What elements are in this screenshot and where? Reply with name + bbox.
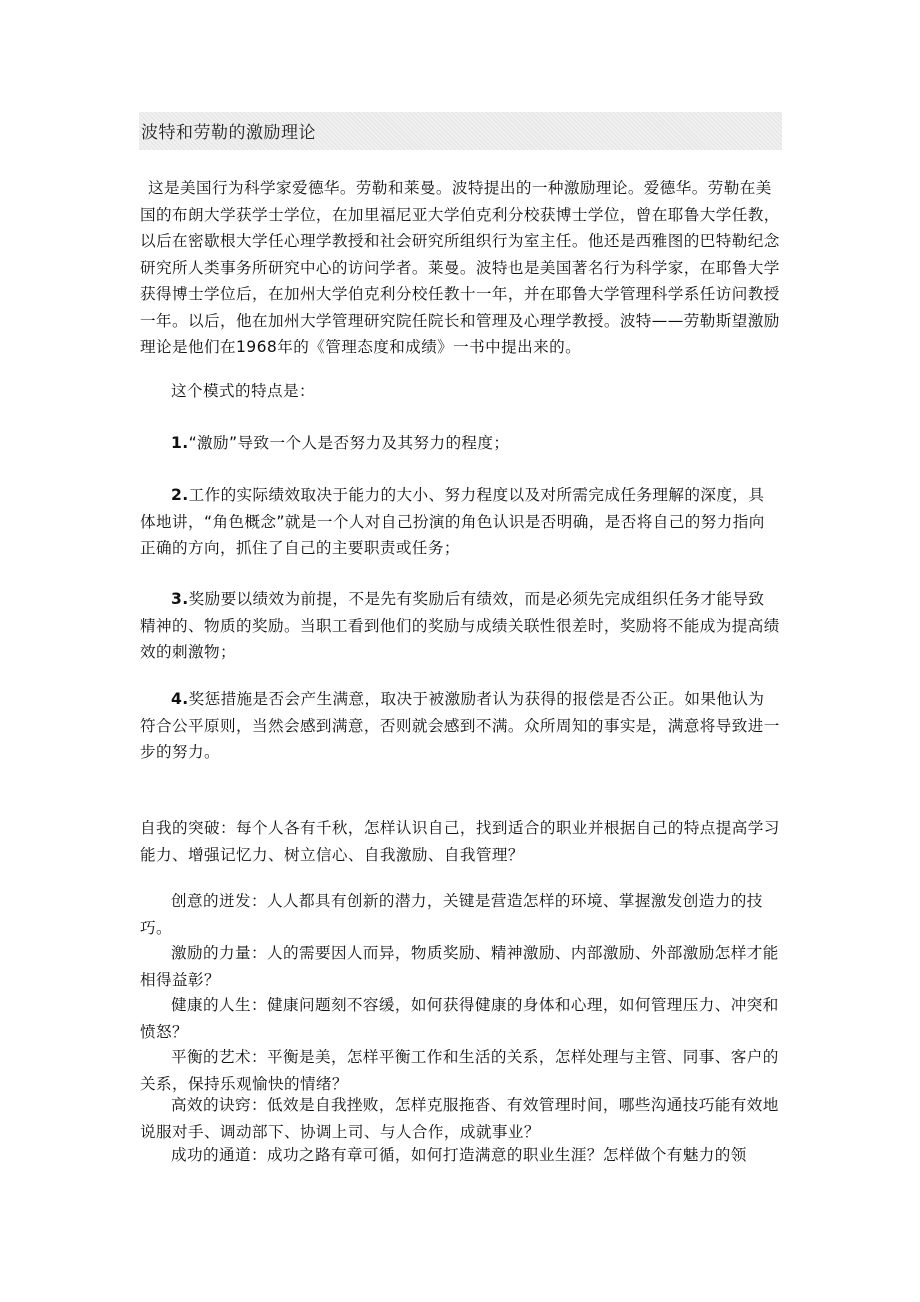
- topic-item-5: 高效的诀窍：低效是自我挫败，怎样克服拖沓、有效管理时间，哪些沟通技巧能有效地说服对手、调动部下、协调上司、与人合作，成就事业？: [140, 1096, 779, 1141]
- feature-text: “激励”导致一个人是否努力及其努力的程度；: [188, 434, 510, 452]
- feature-number: 4.: [171, 690, 189, 708]
- feature-item-4: [140, 686, 780, 766]
- feature-number: 2.: [171, 486, 189, 504]
- feature-item-1: [140, 430, 780, 457]
- topic-item-3: 健康的人生：健康问题刻不容缓，如何获得健康的身体和心理，如何管理压力、冲突和愤怒？: [140, 996, 779, 1041]
- feature-text: 奖惩措施是否会产生满意，取决于被激励者认为获得的报偿是否公正。如果他认为符合公平原则，当然会感到满意，否则就会感到不满。众所周知的事实是，满意将导致进一步的努力。: [140, 690, 780, 761]
- topic-item-4: 平衡的艺术：平衡是美，怎样平衡工作和生活的关系，怎样处理与主管、同事、客户的关系，保持乐观愉快的情绪？: [140, 1048, 779, 1093]
- breakthrough-paragraph: 自我的突破：每个人各有千秋，怎样认识自己，找到适合的职业并根据自己的特点提高学习能力、增强记忆力、树立信心、自我激励、自我管理？: [140, 819, 780, 864]
- feature-number: 3.: [171, 590, 189, 608]
- feature-text: 奖励要以绩效为前提，不是先有奖励后有绩效，而是必须先完成组织任务才能导致精神的、物质的奖励。当职工看到他们的奖励与成绩关联性很差时，奖励将不能成为提高绩效的刺激物；: [140, 590, 780, 661]
- topic-item-2: 激励的力量：人的需要因人而异，物质奖励、精神激励、内部激励、外部激励怎样才能相得益彰？: [140, 944, 779, 989]
- topic-item-1: 创意的迸发：人人都具有创新的潜力，关键是营造怎样的环境、掌握激发创造力的技巧。: [140, 892, 763, 937]
- feature-text: 工作的实际绩效取决于能力的大小、努力程度以及对所需完成任务理解的深度，具体地讲，“角色概念”就是一个人对自己扮演的角色认识是否明确，是否将自己的努力指向正确的方向，抓住了自己的主要职责或任务；: [140, 486, 765, 557]
- page-title: 波特和劳勒的激励理论: [141, 123, 316, 143]
- title-banner: [139, 112, 782, 150]
- intro-paragraph: 这是美国行为科学家爱德华。劳勒和莱曼。波特提出的一种激励理论。爱德华。劳勒在美国的布朗大学获学士学位，在加里福尼亚大学伯克利分校获博士学位，曾在耶鲁大学任教，以后在密歇根大学任心理学教授和社会研究所组织行为室主任。他还是西雅图的巴特勒纪念研究所人类事务所研究中心的访问学者。莱曼。波特也是美国著名行为科学家，在耶鲁大学获得博士学位后，在加州大学伯克利分校任教十一年，并在耶鲁大学管理科学系任访问教授一年。以后，他在加州大学管理研究院任院长和管理及心理学教授。波特——劳勒斯望激励理论是他们在1968年的《管理态度和成绩》一书中提出来的。: [140, 179, 780, 356]
- feature-item-3: [140, 586, 780, 666]
- feature-item-2: [140, 482, 780, 562]
- topic-item-6: 成功的通道：成功之路有章可循，如何打造满意的职业生涯？怎样做个有魅力的领: [171, 1146, 747, 1164]
- features-heading: 这个模式的特点是：: [171, 382, 315, 400]
- feature-number: 1.: [171, 434, 189, 452]
